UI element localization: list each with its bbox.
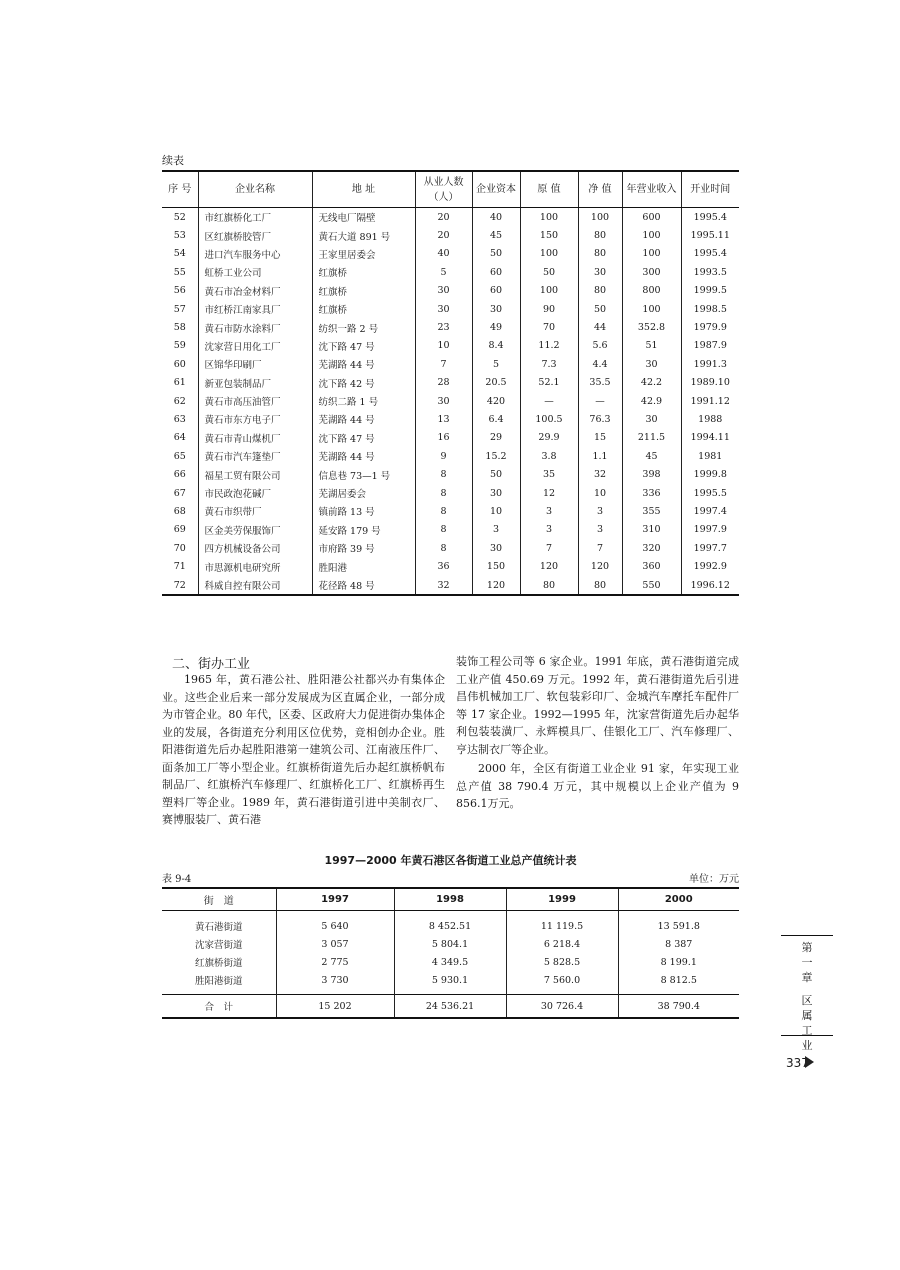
table-cell: 7.3 — [520, 355, 578, 373]
table-cell: 胜阳港 — [312, 557, 415, 575]
table-cell: 芜湖居委会 — [312, 484, 415, 502]
table-cell: 沈下路 42 号 — [312, 374, 415, 392]
header-cell: 2000 — [618, 888, 739, 911]
table-cell: 7 — [520, 539, 578, 557]
table-cell: 11 119.5 — [506, 911, 618, 936]
chapter-title-char: 业 — [801, 1039, 813, 1052]
paragraph: 装饰工程公司等 6 家企业。1991 年底，黄石港街道完成工业产值 450.69 万元。1992 年，黄石港街道先后引进昌伟机械加工厂、软包装彩印厂、金城汽车摩托车配件厂等 17 家企业。1992—1995 年，沈家营街道先后办起华利包装装潢厂、永辉模具厂、佳银化工厂、汽车修理厂、亨达制衣厂等企业。 — [456, 655, 739, 756]
table-cell: 50 — [472, 465, 520, 483]
table-cell: 区红旗桥胶管厂 — [198, 226, 312, 244]
table-cell: 11.2 — [520, 337, 578, 355]
table-cell: 1996.12 — [681, 576, 739, 595]
paragraph: 2000 年，全区有街道工业企业 91 家，年实现工业总产值 38 790.4 万元，其中规模以上企业产值为 9 856.1万元。 — [456, 762, 739, 810]
header-cell: 企业资本 — [472, 171, 520, 208]
table-cell: 100 — [578, 208, 622, 227]
table-cell: 7 — [578, 539, 622, 557]
header-cell: 原 值 — [520, 171, 578, 208]
table-cell: 62 — [173, 395, 186, 407]
table-cell: 53 — [173, 230, 186, 242]
table-cell: 3 — [578, 502, 622, 520]
table-cell: 28 — [415, 374, 472, 392]
table-cell: 3 — [472, 521, 520, 539]
table-cell: 花径路 48 号 — [312, 576, 415, 595]
table-cell: 70 — [520, 318, 578, 336]
table-cell: 13 591.8 — [618, 911, 739, 936]
table-cell: 无线电厂隔壁 — [312, 208, 415, 227]
table-cell: 50 — [578, 300, 622, 318]
table-row — [162, 374, 739, 392]
header-cell: 序 号 — [162, 171, 198, 208]
table-cell: 8 — [415, 465, 472, 483]
table-cell: 60 — [173, 358, 186, 370]
table-cell: 延安路 179 号 — [312, 521, 415, 539]
table-cell: 80 — [578, 282, 622, 300]
table-total-row — [162, 995, 739, 1019]
table-cell: 镇前路 13 号 — [312, 502, 415, 520]
table-cell: 王家里居委会 — [312, 245, 415, 263]
table-cell: 区金美劳保服饰厂 — [198, 521, 312, 539]
section-body-right — [456, 653, 739, 813]
table-row — [162, 953, 739, 971]
table-continued-label: 续表 — [162, 154, 184, 167]
table-cell: 40 — [472, 208, 520, 227]
table-cell: 16 — [415, 429, 472, 447]
table-cell: 35.5 — [578, 374, 622, 392]
table-cell: 进口汽车服务中心 — [198, 245, 312, 263]
table-row — [162, 539, 739, 557]
divider — [781, 935, 833, 936]
table-row — [162, 337, 739, 355]
table-cell: 355 — [622, 502, 681, 520]
header-cell: 企业名称 — [198, 171, 312, 208]
chapter-sidebar — [781, 940, 833, 1053]
table-cell: 8 — [415, 502, 472, 520]
table-cell: 8 199.1 — [618, 953, 739, 971]
table-cell: 68 — [173, 505, 186, 517]
table-cell: 胜阳港街道 — [194, 976, 243, 987]
table-cell: 8 452.51 — [394, 911, 506, 936]
header-cell: 净 值 — [578, 171, 622, 208]
table-cell: 沈下路 47 号 — [312, 429, 415, 447]
table-cell: 51 — [622, 337, 681, 355]
table-cell: 1997.4 — [681, 502, 739, 520]
table-cell: 虹桥工业公司 — [198, 263, 312, 281]
table-cell: 8 — [415, 539, 472, 557]
header-cell: 1998 — [394, 888, 506, 911]
enterprise-table-body — [162, 208, 739, 596]
table-cell: 50 — [520, 263, 578, 281]
table-cell: 黄石市东方电子厂 — [198, 410, 312, 428]
table-cell: 100 — [622, 226, 681, 244]
table-cell: 信息巷 73—1 号 — [312, 465, 415, 483]
table-cell: 7 — [415, 355, 472, 373]
table-cell: 3 — [520, 502, 578, 520]
table-cell: 黄石市防水涂料厂 — [198, 318, 312, 336]
table-cell: — — [578, 392, 622, 410]
table-cell: 66 — [173, 469, 186, 481]
table-cell: 芜湖路 44 号 — [312, 355, 415, 373]
table-cell: 52.1 — [520, 374, 578, 392]
table-cell: 6 218.4 — [506, 935, 618, 953]
table-cell: 80 — [578, 226, 622, 244]
table-cell: 1979.9 — [681, 318, 739, 336]
table-cell: 市红桥江南家具厂 — [198, 300, 312, 318]
stats-table-number: 表 9-4 — [162, 874, 192, 885]
table-row — [162, 502, 739, 520]
table-cell: 24 536.21 — [394, 995, 506, 1019]
table-cell: 黄石港街道 — [194, 922, 243, 933]
table-cell: 沈家营日用化工厂 — [198, 337, 312, 355]
table-cell: 800 — [622, 282, 681, 300]
table-cell: 336 — [622, 484, 681, 502]
table-row — [162, 245, 739, 263]
table-cell: 5 — [472, 355, 520, 373]
table-cell: 1994.11 — [681, 429, 739, 447]
table-cell: 211.5 — [622, 429, 681, 447]
table-row — [162, 410, 739, 428]
table-cell: 310 — [622, 521, 681, 539]
chapter-title-char: 区 — [801, 994, 813, 1007]
table-header-row — [162, 888, 739, 911]
section-title: 二、街办工业 — [172, 657, 251, 672]
spacer — [781, 985, 833, 993]
table-cell: 1997.7 — [681, 539, 739, 557]
chapter-title-char: 工 — [801, 1024, 813, 1037]
table-cell: 1.1 — [578, 447, 622, 465]
table-cell: 黄石市高压油管厂 — [198, 392, 312, 410]
table-cell: 29 — [472, 429, 520, 447]
table-cell: 38 790.4 — [618, 995, 739, 1019]
table-cell: 100 — [520, 245, 578, 263]
table-cell: 30 — [472, 484, 520, 502]
table-cell: 36 — [415, 557, 472, 575]
table-cell: 20 — [415, 226, 472, 244]
table-row — [162, 208, 739, 227]
chapter-char: 第 — [801, 941, 813, 954]
table-cell: 黄石市冶金材料厂 — [198, 282, 312, 300]
table-cell: 黄石市织带厂 — [198, 502, 312, 520]
table-cell: 8.4 — [472, 337, 520, 355]
header-cell: 1997 — [276, 888, 394, 911]
table-cell: 56 — [173, 285, 186, 297]
table-cell: 市思源机电研究所 — [198, 557, 312, 575]
table-cell: 65 — [173, 450, 186, 462]
table-cell: 29.9 — [520, 429, 578, 447]
table-cell: 100.5 — [520, 410, 578, 428]
table-row — [162, 521, 739, 539]
table-cell: 54 — [173, 248, 186, 260]
header-cell: 1999 — [506, 888, 618, 911]
table-cell: 67 — [173, 487, 186, 499]
table-cell: 80 — [578, 576, 622, 595]
table-row — [162, 576, 739, 595]
table-cell: 3 — [578, 521, 622, 539]
table-cell: 100 — [520, 208, 578, 227]
table-row — [162, 557, 739, 575]
table-cell: 4.4 — [578, 355, 622, 373]
table-cell: 5.6 — [578, 337, 622, 355]
table-cell: 71 — [173, 561, 186, 573]
table-cell: 32 — [415, 576, 472, 595]
table-cell: 1987.9 — [681, 337, 739, 355]
table-cell: 120 — [472, 576, 520, 595]
table-cell: 100 — [622, 245, 681, 263]
table-cell: 8 — [415, 521, 472, 539]
stats-table-unit: 单位：万元 — [689, 874, 739, 885]
table-cell: 1995.4 — [681, 208, 739, 227]
table-cell: 市民政泡花碱厂 — [198, 484, 312, 502]
table-cell: 72 — [162, 576, 198, 595]
table-cell: 5 930.1 — [394, 971, 506, 995]
table-row — [162, 392, 739, 410]
table-cell: 30 — [415, 300, 472, 318]
table-cell: 550 — [622, 576, 681, 595]
table-cell: 30 — [472, 300, 520, 318]
table-cell: 1995.4 — [681, 245, 739, 263]
table-cell: 60 — [472, 282, 520, 300]
table-cell: 3 057 — [276, 935, 394, 953]
table-cell: 52 — [173, 211, 186, 223]
table-cell: 30 — [415, 282, 472, 300]
table-cell: 90 — [520, 300, 578, 318]
table-cell: 1991.12 — [681, 392, 739, 410]
table-cell: 30 — [415, 392, 472, 410]
table-cell: 新亚包装制品厂 — [198, 374, 312, 392]
table-cell: 398 — [622, 465, 681, 483]
table-cell: 40 — [415, 245, 472, 263]
table-cell: 15 — [578, 429, 622, 447]
table-cell: 1995.11 — [681, 226, 739, 244]
table-cell: 1993.5 — [681, 263, 739, 281]
header-cell: 从业人数（人） — [415, 171, 472, 208]
table-cell: 5 — [415, 263, 472, 281]
table-cell: 30 — [578, 263, 622, 281]
table-cell: 320 — [622, 539, 681, 557]
table-cell: 61 — [173, 377, 186, 389]
table-cell: 30 — [622, 355, 681, 373]
table-cell: 7 560.0 — [506, 971, 618, 995]
table-cell: 1999.8 — [681, 465, 739, 483]
table-cell: 8 — [415, 484, 472, 502]
table-cell: 5 828.5 — [506, 953, 618, 971]
table-row — [162, 935, 739, 953]
table-row — [162, 300, 739, 318]
table-cell: 红旗桥 — [312, 282, 415, 300]
table-cell: 20.5 — [472, 374, 520, 392]
table-cell: 红旗桥 — [312, 263, 415, 281]
table-cell: 420 — [472, 392, 520, 410]
table-cell: 黄石市青山煤机厂 — [198, 429, 312, 447]
table-cell: 1992.9 — [681, 557, 739, 575]
table-cell: 10 — [415, 337, 472, 355]
table-cell: 63 — [173, 413, 186, 425]
table-cell: 1998.5 — [681, 300, 739, 318]
table-cell: 42.9 — [622, 392, 681, 410]
table-row — [162, 447, 739, 465]
table-cell: 100 — [520, 282, 578, 300]
stats-table — [162, 887, 739, 1019]
table-cell: 红旗桥 — [312, 300, 415, 318]
table-cell: 纺织一路 2 号 — [312, 318, 415, 336]
table-cell: 合 计 — [162, 995, 276, 1019]
table-cell: 1991.3 — [681, 355, 739, 373]
table-cell: 80 — [520, 576, 578, 595]
enterprise-table — [162, 170, 739, 596]
table-cell: 60 — [472, 263, 520, 281]
table-cell: 32 — [578, 465, 622, 483]
table-cell: 15 202 — [276, 995, 394, 1019]
table-row — [162, 911, 739, 936]
table-cell: 13 — [415, 410, 472, 428]
table-cell: 3 730 — [276, 971, 394, 995]
table-cell: 3.8 — [520, 447, 578, 465]
table-cell: 300 — [622, 263, 681, 281]
table-cell: 100 — [622, 300, 681, 318]
header-cell: 年营业收入 — [622, 171, 681, 208]
table-cell: 30 — [622, 410, 681, 428]
table-cell: 57 — [173, 303, 186, 315]
table-cell: 50 — [472, 245, 520, 263]
table-cell: 45 — [622, 447, 681, 465]
table-row — [162, 226, 739, 244]
table-cell: 12 — [520, 484, 578, 502]
table-cell: 市红旗桥化工厂 — [198, 208, 312, 227]
paragraph: 1965 年，黄石港公社、胜阳港公社都兴办有集体企业。这些企业后来一部分发展成为区直属企业，一部分成为市管企业。80 年代，区委、区政府大力促进街办集体企业的发展，各街道充分利用区位优势，竞相创办企业。胜阳港街道先后办起胜阳港第一建筑公司、江南液压件厂、面条加工厂等小型企业。红旗桥街道先后办起红旗桥帆布制品厂、红旗桥汽车修理厂、红旗桥化工厂、红旗桥再生塑料厂等企业。1989 年，黄石港街道引进中美制衣厂、赛博服装厂、黄石港 — [162, 673, 445, 826]
table-cell: 1981 — [681, 447, 739, 465]
table-cell: 8 812.5 — [618, 971, 739, 995]
table-cell: 49 — [472, 318, 520, 336]
table-cell: 42.2 — [622, 374, 681, 392]
table-cell: 芜湖路 44 号 — [312, 410, 415, 428]
table-cell: 1997.9 — [681, 521, 739, 539]
table-cell: 2 775 — [276, 953, 394, 971]
table-cell: 30 726.4 — [506, 995, 618, 1019]
table-cell: 360 — [622, 557, 681, 575]
header-cell: 地 址 — [312, 171, 415, 208]
table-row — [162, 318, 739, 336]
table-header-row — [162, 171, 739, 208]
table-cell: 4 349.5 — [394, 953, 506, 971]
table-cell: 35 — [520, 465, 578, 483]
table-row — [162, 484, 739, 502]
table-cell: 区锦华印刷厂 — [198, 355, 312, 373]
header-cell: 开业时间 — [681, 171, 739, 208]
table-cell: 3 — [520, 521, 578, 539]
table-cell: 76.3 — [578, 410, 622, 428]
table-cell: 黄石大道 891 号 — [312, 226, 415, 244]
table-cell: 352.8 — [622, 318, 681, 336]
table-row — [162, 971, 739, 995]
table-cell: 55 — [173, 266, 186, 278]
table-cell: 23 — [415, 318, 472, 336]
table-cell: 80 — [578, 245, 622, 263]
table-cell: 10 — [472, 502, 520, 520]
table-cell: 红旗桥街道 — [194, 958, 243, 969]
table-cell: 1988 — [681, 410, 739, 428]
table-row — [162, 465, 739, 483]
chapter-title-char: 属 — [801, 1009, 813, 1022]
table-cell: 58 — [173, 322, 186, 334]
table-cell: 150 — [472, 557, 520, 575]
table-cell: 1999.5 — [681, 282, 739, 300]
stats-table-title: 1997—2000 年黄石港区各街道工业总产值统计表 — [324, 854, 577, 867]
table-cell: 69 — [173, 524, 186, 536]
table-row — [162, 263, 739, 281]
table-cell: 20 — [415, 208, 472, 227]
page-number: 337 — [786, 1056, 809, 1070]
table-cell: 5 804.1 — [394, 935, 506, 953]
table-cell: 科威自控有限公司 — [198, 576, 312, 595]
table-row — [162, 429, 739, 447]
table-cell: 5 640 — [276, 911, 394, 936]
table-cell: 9 — [415, 447, 472, 465]
table-cell: 45 — [472, 226, 520, 244]
table-cell: 6.4 — [472, 410, 520, 428]
table-cell: 59 — [173, 340, 186, 352]
table-cell: 1989.10 — [681, 374, 739, 392]
table-cell: 30 — [472, 539, 520, 557]
table-cell: 芜湖路 44 号 — [312, 447, 415, 465]
table-cell: 600 — [622, 208, 681, 227]
header-cell: 街 道 — [162, 888, 276, 911]
stats-table-body — [162, 911, 739, 1019]
table-cell: 8 387 — [618, 935, 739, 953]
table-row — [162, 355, 739, 373]
table-cell: 64 — [173, 432, 186, 444]
table-cell: 10 — [578, 484, 622, 502]
table-cell: 120 — [578, 557, 622, 575]
table-cell: — — [520, 392, 578, 410]
chapter-char: 章 — [801, 971, 813, 984]
table-cell: 沈家营街道 — [194, 940, 243, 951]
chapter-char: 一 — [801, 956, 813, 969]
table-cell: 市府路 39 号 — [312, 539, 415, 557]
table-cell: 150 — [520, 226, 578, 244]
section-body-left — [162, 671, 445, 829]
table-cell: 沈下路 47 号 — [312, 337, 415, 355]
table-cell: 四方机械设备公司 — [198, 539, 312, 557]
table-cell: 15.2 — [472, 447, 520, 465]
table-cell: 1995.5 — [681, 484, 739, 502]
table-cell: 黄石市汽车篷垫厂 — [198, 447, 312, 465]
table-row — [162, 282, 739, 300]
table-cell: 120 — [520, 557, 578, 575]
table-cell: 纺织二路 1 号 — [312, 392, 415, 410]
divider — [781, 1035, 833, 1036]
table-cell: 44 — [578, 318, 622, 336]
table-cell: 福星工贸有限公司 — [198, 465, 312, 483]
table-cell: 70 — [173, 542, 186, 554]
right-arrow-icon — [805, 1056, 814, 1068]
